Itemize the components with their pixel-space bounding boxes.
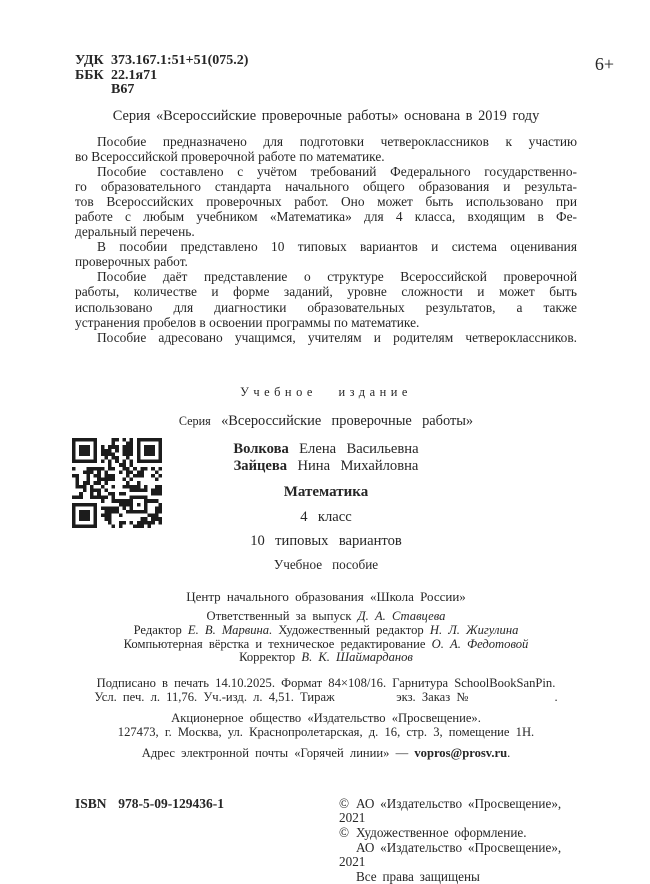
copyright-symbol: © (339, 824, 350, 840)
author-surname: Волкова (233, 440, 289, 457)
bbk-value: 22.1я71 (111, 67, 158, 83)
credit-line (75, 610, 577, 624)
classification-codes (75, 54, 577, 98)
author-sign-value: В67 (111, 82, 135, 97)
annotation-line: во Всероссийской проверочной работе по математике. (75, 148, 385, 164)
bbk-line (75, 69, 577, 84)
credits-block (75, 590, 577, 665)
annotation-line: проверочных работ. (75, 254, 188, 270)
series-title-line (75, 413, 577, 430)
credit-person: Н. Л. Жигулина (429, 623, 519, 637)
udk-line (75, 54, 577, 69)
footer-block (75, 797, 577, 884)
credit-line (75, 638, 577, 652)
annotation-line: деральный перечень. (75, 224, 195, 240)
annotation-line: Пособие адресовано учащимся, учителям и родителям четвероклассников. (97, 329, 577, 345)
annotation-line: Пособие составлено с учётом требований Федерального государственно- (97, 163, 577, 179)
grade-line: 4 класс (300, 508, 352, 525)
udk-label: УДК (75, 53, 104, 68)
series-founded-note: Серия «Всероссийские проверочные работы» основана в 2019 году (112, 107, 540, 124)
publisher-line: Акционерное общество «Издательство «Просвещение». (171, 710, 481, 725)
print-date-line: Подписано в печать 14.10.2025. Формат 84×108/16. Гарнитура SchoolBookSanPin. (96, 675, 556, 690)
copyright-text: АО «Издательство «Просвещение», 2021 (339, 795, 562, 826)
qr-code-icon (72, 438, 162, 528)
credit-label: Корректор (239, 650, 302, 665)
publisher-block (75, 711, 577, 739)
credit-label: Редактор (133, 623, 188, 637)
credit-person: Е. В. Марвина. (187, 623, 273, 637)
copyright-text: АО «Издательство «Просвещение», 2021 (339, 839, 562, 870)
annotation-line: В пособии представлено 10 типовых вариантов и система оценивания (97, 239, 577, 255)
series-title: «Всероссийские проверочные работы» (221, 412, 474, 429)
copyright-line (339, 826, 577, 841)
copyright-symbol: © (339, 795, 350, 811)
author-name: Нина Михайловна (297, 458, 419, 475)
imprint-block (75, 676, 577, 760)
credit-label: Компьютерная вёрстка и техническое редактирование (123, 636, 432, 651)
credit-line (75, 651, 577, 665)
email-suffix: . (507, 745, 511, 760)
copyright-text: Все права защищены (356, 868, 480, 884)
age-rating-badge: 6+ (594, 54, 614, 74)
email-label: Адрес электронной почты «Горячей линии» — (141, 745, 415, 760)
annotation-line: тов Всероссийских проверочных работ. Оно может быть использовано при (75, 193, 577, 209)
copyright-text: Художественное оформление. (356, 824, 527, 840)
copyright-line (339, 870, 577, 884)
author-sign-line (75, 83, 577, 98)
credit-line (75, 624, 577, 638)
udk-value: 373.167.1:51+51(075.2) (111, 53, 249, 68)
isbn: ISBN 978-5-09-129436-1 (75, 795, 224, 811)
annotation-line: работы, количестве и форме заданий, уровне сложности и может быть (75, 284, 577, 300)
annotation-line: использовано для диагностики образовательных результатов, а также (75, 299, 577, 315)
annotation-block (75, 134, 577, 345)
annotation-line: Пособие предназначено для подготовки четвероклассников к участию (97, 133, 577, 149)
publishing-center-line: Центр начального образования «Школа России» (186, 588, 466, 604)
credit-person: О. А. Федотовой (431, 636, 529, 651)
copyright-line (339, 797, 577, 826)
bbk-label: ББК (75, 67, 104, 83)
edition-type-label: Учебное издание (240, 384, 412, 399)
copyright-line (339, 841, 577, 870)
publisher-address: 127473, г. Москва, ул. Краснопролетарская, д. 16, стр. 3, помещение 1Н. (117, 724, 535, 739)
credit-person: Д. А. Ставцева (357, 609, 446, 624)
annotation-line: го образовательного стандарта начального общего образования и результа- (75, 178, 577, 194)
credit-person: В. К. Шаймарданов (301, 650, 413, 665)
credit-label: Ответственный за выпуск (206, 609, 358, 624)
print-run-line: Усл. печ. л. 11,76. Уч.-изд. л. 4,51. Тираж экз. Заказ № . (94, 689, 558, 704)
copyright-block (339, 797, 577, 884)
book-title: Математика (283, 483, 369, 500)
series-prefix: Серия (178, 413, 211, 428)
email-line (75, 746, 577, 760)
author-name: Елена Васильевна (299, 440, 419, 457)
annotation-line: устранения пробелов в освоении программы по математике. (75, 314, 420, 330)
annotation-line: работе с любым учебником «Математика» для 4 класса, входящим в Фе- (75, 208, 577, 224)
email-address: vopros@prosv.ru (414, 745, 508, 760)
author-surname: Зайцева (233, 458, 288, 475)
edition-kind: Учебное пособие (273, 556, 379, 572)
variants-line: 10 типовых вариантов (250, 532, 402, 549)
credit-label: Художественный редактор (272, 623, 430, 637)
annotation-line: Пособие даёт представление о структуре Всероссийской проверочной (97, 269, 577, 285)
